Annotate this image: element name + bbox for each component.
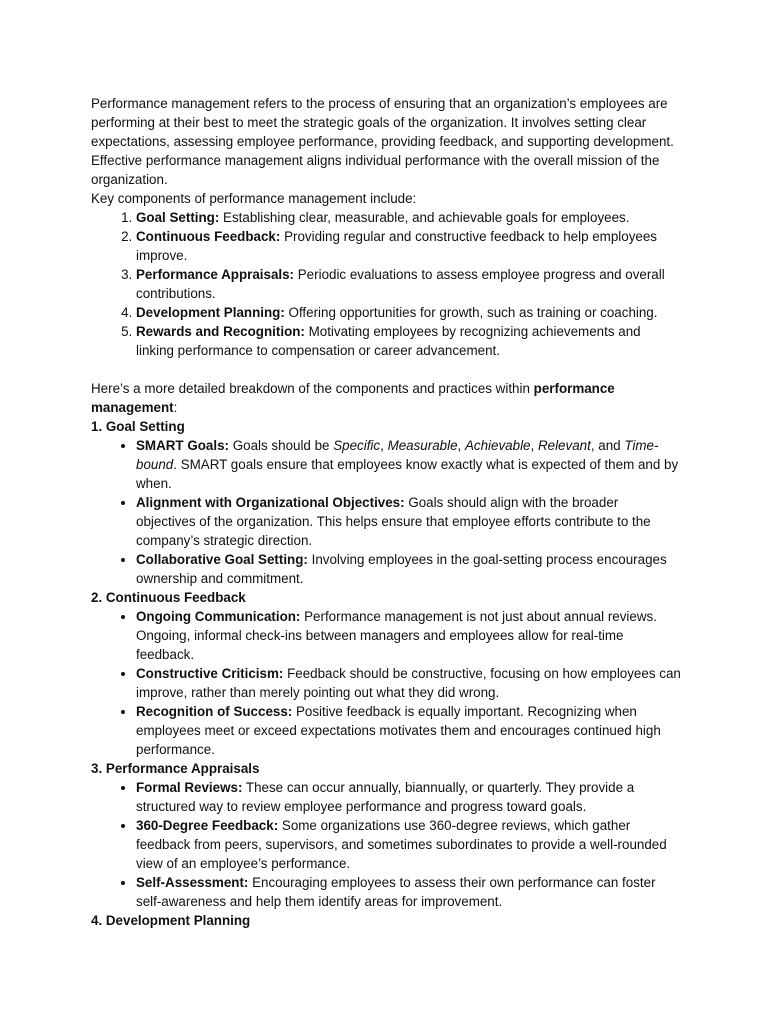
smart-relevant: Relevant — [537, 438, 591, 453]
smart-and: , and — [590, 438, 625, 453]
item-text: These can occur annually, biannually, or quarterly. They provide a structured way to review employee performance and progress toward goals. — [136, 780, 635, 814]
item-text: Encouraging employees to assess their own performance can foster self-awareness and help them identify areas for improvement. — [136, 875, 656, 909]
list-item — [136, 778, 681, 816]
section-heading-goal-setting: 1. Goal Setting — [91, 419, 185, 434]
list-item — [136, 550, 681, 588]
list-item — [136, 702, 681, 759]
continuous-feedback-list — [91, 607, 681, 759]
list-item — [136, 664, 681, 702]
intro-paragraph: Performance management refers to the process of ensuring that an organization’s employees are performing at their best to meet the strategic goals of the organization. It involves setting clear expectations, assessing employee performance, providing feedback, and supporting development. Effective performance management aligns individual performance with the overall mission of the organization. — [91, 96, 674, 187]
list-item — [136, 303, 681, 322]
section-heading-continuous-feedback: 2. Continuous Feedback — [91, 590, 246, 605]
item-text: . SMART goals ensure that employees know exactly what is expected of them and by when. — [136, 457, 679, 491]
list-item — [136, 322, 681, 360]
item-title: Continuous Feedback: — [136, 229, 281, 244]
list-item — [136, 227, 681, 265]
breakdown-lead-bold: performance management — [91, 381, 615, 415]
goal-setting-list — [91, 436, 681, 588]
smart-achievable: Achievable — [464, 438, 531, 453]
key-components-lead: Key components of performance management include: — [91, 191, 417, 206]
list-item — [136, 265, 681, 303]
item-text: Offering opportunities for growth, such as training or coaching. — [284, 305, 658, 320]
breakdown-lead — [91, 379, 681, 417]
item-title: Development Planning: — [136, 305, 285, 320]
item-title: Formal Reviews: — [136, 780, 243, 795]
item-title: Rewards and Recognition: — [136, 324, 305, 339]
list-item — [136, 493, 681, 550]
item-title: 360-Degree Feedback: — [136, 818, 279, 833]
document-page — [91, 94, 681, 930]
breakdown-lead-text: Here’s a more detailed breakdown of the components and practices within — [91, 381, 534, 396]
item-title: Collaborative Goal Setting: — [136, 552, 308, 567]
list-item — [136, 607, 681, 664]
item-text: Establishing clear, measurable, and achievable goals for employees. — [219, 210, 630, 225]
smart-comma: , — [457, 438, 465, 453]
section-heading-performance-appraisals: 3. Performance Appraisals — [91, 761, 260, 776]
key-components-list — [91, 208, 681, 360]
item-title: Alignment with Organizational Objectives: — [136, 495, 405, 510]
performance-appraisals-list — [91, 778, 681, 911]
smart-comma: , — [530, 438, 538, 453]
item-text: Periodic evaluations to assess employee progress and overall contributions. — [136, 267, 665, 301]
smart-comma: , — [380, 438, 388, 453]
smart-specific: Specific — [333, 438, 381, 453]
item-text: Some organizations use 360-degree reviews, which gather feedback from peers, supervisors, and sometimes subordinates to provide a well-rounded view of an employee’s performance. — [136, 818, 667, 871]
item-title: Ongoing Communication: — [136, 609, 301, 624]
item-title: Goal Setting: — [136, 210, 220, 225]
list-item — [136, 873, 681, 911]
item-title: Constructive Criticism: — [136, 666, 284, 681]
list-item — [136, 816, 681, 873]
item-text: Motivating employees by recognizing achievements and linking performance to compensation or career advancement. — [136, 324, 641, 358]
smart-measurable: Measurable — [387, 438, 458, 453]
item-text: Feedback should be constructive, focusing on how employees can improve, rather than merely pointing out what they did wrong. — [136, 666, 681, 700]
item-text: Involving employees in the goal-setting process encourages ownership and commitment. — [136, 552, 667, 586]
item-title: Self-Assessment: — [136, 875, 249, 890]
smart-timebound: Time-bound — [136, 438, 659, 472]
section-heading-development-planning: 4. Development Planning — [91, 913, 251, 928]
item-title: Performance Appraisals: — [136, 267, 295, 282]
list-item — [136, 208, 681, 227]
item-text: Positive feedback is equally important. Recognizing when employees meet or exceed expectations motivates them and encourages continued high performance. — [136, 704, 661, 757]
item-text: Goals should be — [229, 438, 334, 453]
item-text: Providing regular and constructive feedback to help employees improve. — [136, 229, 657, 263]
breakdown-lead-end: : — [173, 400, 178, 415]
item-text: Performance management is not just about annual reviews. Ongoing, informal check-ins between managers and employees allow for real-time feedback. — [136, 609, 657, 662]
item-title: SMART Goals: — [136, 438, 229, 453]
list-item — [136, 436, 681, 493]
item-text: Goals should align with the broader objectives of the organization. This helps ensure that employee efforts contribute to the company’s strategic direction. — [136, 495, 651, 548]
item-title: Recognition of Success: — [136, 704, 293, 719]
paragraph-gap — [91, 360, 681, 379]
